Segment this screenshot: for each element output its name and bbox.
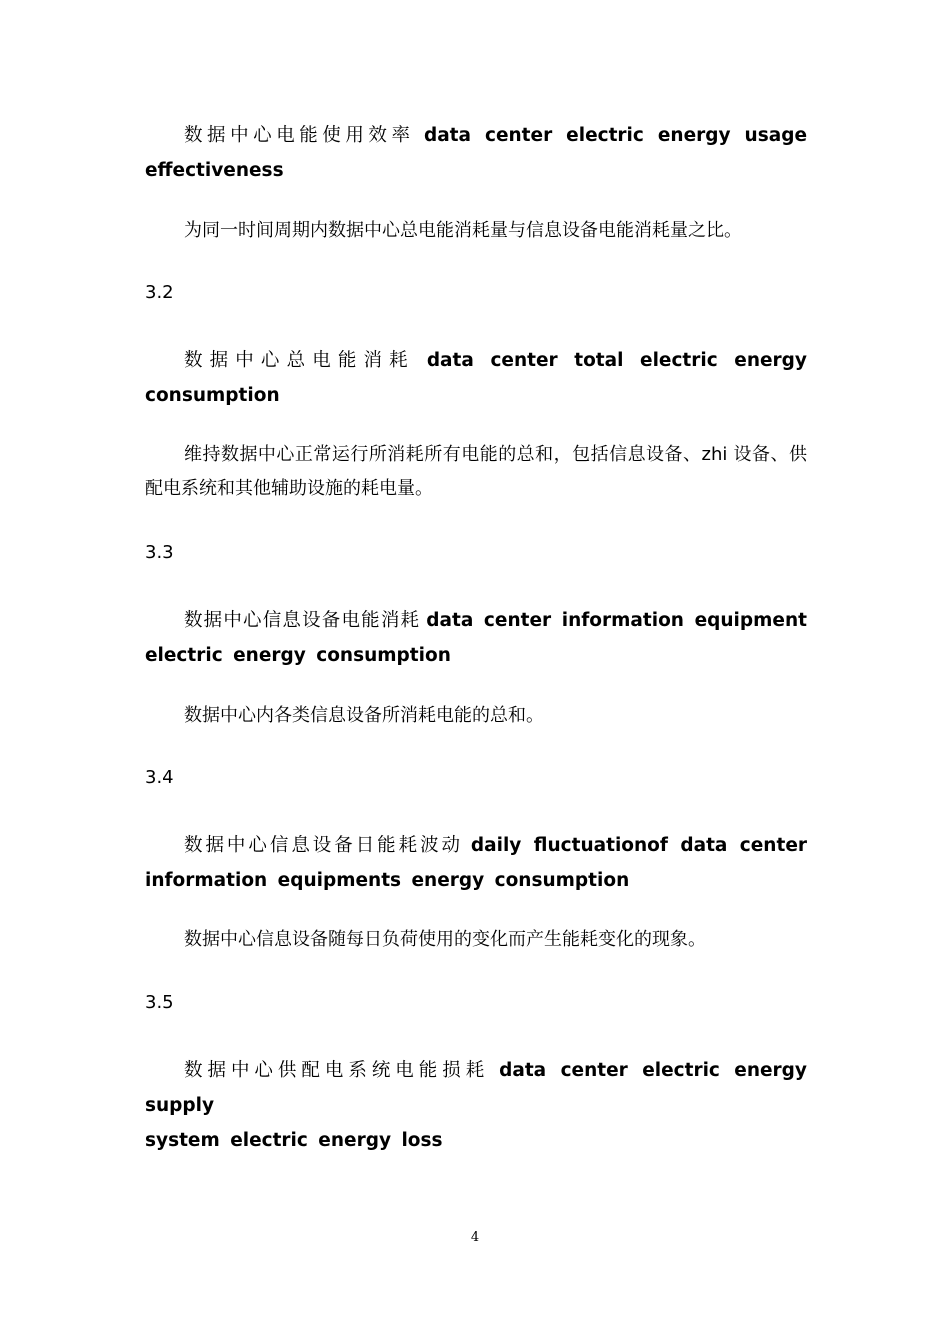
- term-en: data center information equipment: [426, 610, 807, 631]
- term-zh: 数据中心信息设备电能消耗: [184, 610, 421, 631]
- term-zh: 数据中心总电能消耗: [184, 350, 415, 371]
- page-number: 4: [470, 1230, 480, 1245]
- term-en-cont: electric energy consumption: [145, 645, 451, 666]
- clause-number: 3.3: [145, 542, 174, 563]
- term-heading: [145, 343, 807, 413]
- definition: 数据中心内各类信息设备所消耗电能的总和。: [184, 705, 544, 726]
- term-en-cont: effectiveness: [145, 160, 284, 181]
- term-zh: 数据中心信息设备日能耗波动: [184, 835, 464, 856]
- clause-number: 3.5: [145, 992, 174, 1013]
- definition: 维持数据中心正常运行所消耗所有电能的总和，包括信息设备、zhi 设备、供配电系统和其他辅助设施的耗电量。: [145, 444, 807, 499]
- term-zh: 数据中心电能使用效率: [184, 125, 415, 146]
- term-heading: [145, 1053, 807, 1158]
- term-zh: 数据中心供配电系统电能损耗: [184, 1060, 490, 1081]
- term-en-cont: information equipments energy consumption: [145, 870, 630, 891]
- definition: 数据中心信息设备随每日负荷使用的变化而产生能耗变化的现象。: [184, 929, 706, 950]
- term-heading: [145, 603, 807, 673]
- term-en-cont: system electric energy loss: [145, 1130, 443, 1151]
- clause-number: 3.4: [145, 767, 174, 788]
- clause-number: 3.2: [145, 282, 174, 303]
- term-en: daily fluctuationof data center: [470, 835, 807, 856]
- term-heading: [145, 118, 807, 188]
- term-en: data center electric energy supply: [145, 1060, 807, 1116]
- term-heading: [145, 828, 807, 898]
- term-en-cont: consumption: [145, 385, 280, 406]
- term-en: data center electric energy usage: [423, 125, 807, 146]
- term-en: data center total electric energy: [426, 350, 807, 371]
- definition: 为同一时间周期内数据中心总电能消耗量与信息设备电能消耗量之比。: [184, 220, 742, 241]
